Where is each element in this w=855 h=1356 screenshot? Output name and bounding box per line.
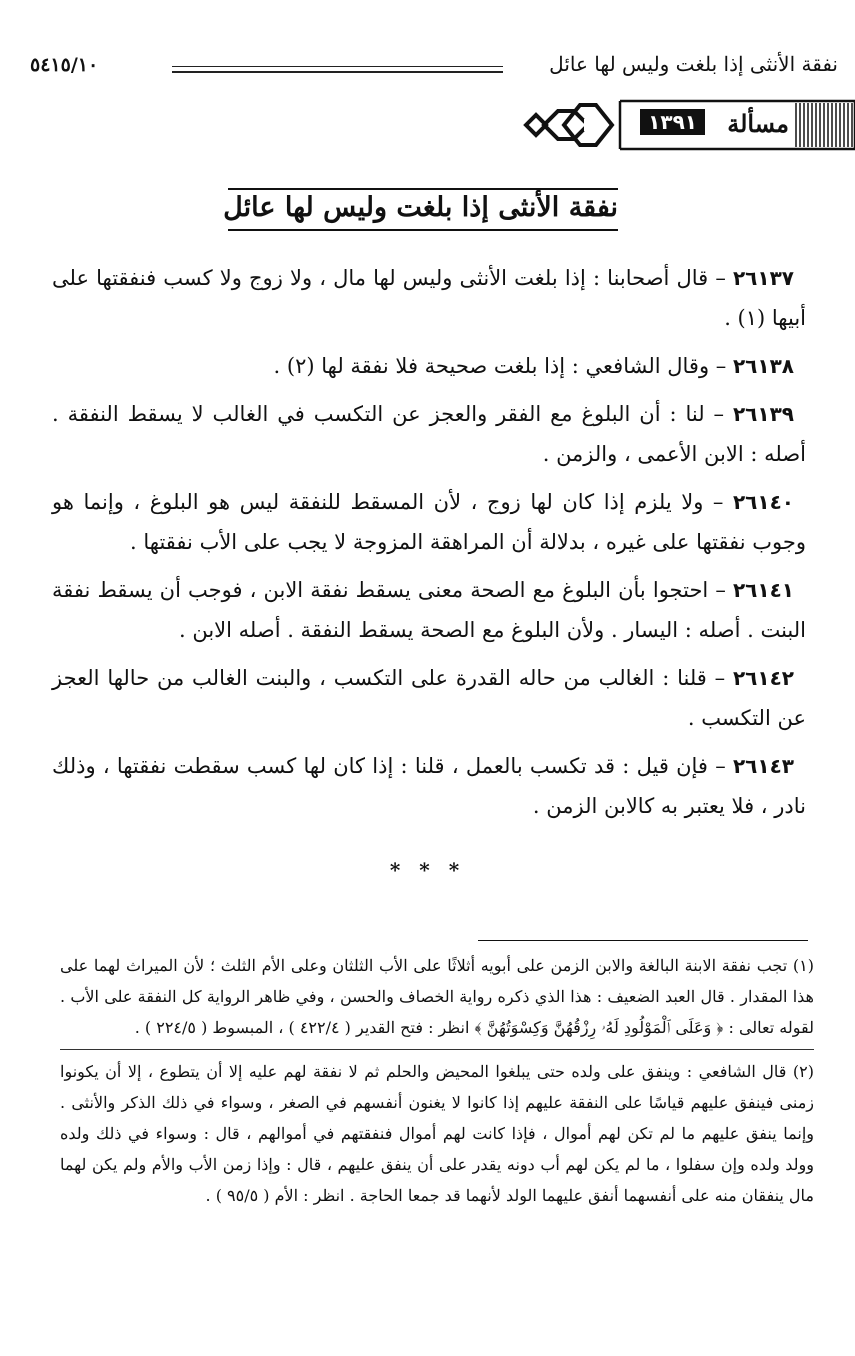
masala-banner <box>520 97 855 155</box>
paragraph-text: – وقال الشافعي : إذا بلغت صحيحة فلا نفقة لها (٢) . <box>273 354 733 378</box>
section-title: نفقة الأنثى إذا بلغت وليس لها عائل <box>228 188 618 231</box>
paragraph-number: ٢٦١٣٩ <box>732 402 794 426</box>
footnote-divider <box>60 1049 814 1050</box>
paragraph-number: ٢٦١٤٢ <box>732 666 794 690</box>
header-rule <box>172 66 503 73</box>
masala-label: مسألة <box>727 109 789 138</box>
paragraph <box>52 746 806 826</box>
paragraph-text: – قال أصحابنا : إذا بلغت الأنثى وليس لها مال ، ولا زوج ولا كسب فنفقتها على أبيها (١) . <box>52 266 806 330</box>
paragraph-number: ٢٦١٤٠ <box>732 490 794 514</box>
paragraph-text: – قلنا : الغالب من حاله القدرة على التكسب ، والبنت الغالب من حالها العجز عن التكسب . <box>52 666 806 730</box>
running-title: نفقة الأنثى إذا بلغت وليس لها عائل <box>549 52 838 76</box>
footnote: (٢) قال الشافعي : وينفق على ولده حتى يبلغوا المحيض والحلم ثم لا نفقة لهم عليه إلا أن يتطوع ، إلا أن يكونوا زمنى فينفق عليهم قياسًا على النفقة عليهم إذا كانوا لا يغنون أنفسهم في الصغر ، وسواء في ذلك الذكر والأنثى . وإنما ينفق عليهم ما لم تكن لهم أموال ، فإذا كانت لهم أموال فنفقتهم في أموالهم ، قال : وسواء في ذلك ولده وولد ولده وإن سفلوا ، ما لم يكن لهم أب دونه يقدر على أن ينفق عليهم ، قال : وإذا زمن الأب والأم ولم يكن لهما مال ينفقان منه على أنفسهما أنفق عليهما الولد لأنهما قد جمعا الحاجة . انظر : الأم ( ٩٥/٥ ) . <box>60 1062 815 1205</box>
volume-page-reference: ٥٤١٥/١٠ <box>30 54 99 76</box>
paragraph <box>52 258 806 338</box>
footnotes <box>60 950 814 1217</box>
paragraph <box>52 658 806 738</box>
paragraph-text: – ولا يلزم إذا كان لها زوج ، لأن المسقط للنفقة ليس هو البلوغ ، وإنما هو وجوب نفقتها على غيره ، بدلالة أن المراهقة المزوجة لا يجب على الأب نفقتها . <box>52 490 806 554</box>
footnote: (١) تجب نفقة الابنة البالغة والابن الزمن على أبويه أثلاثًا على الأب الثلثان وعلى الأم الثلث ؛ لأن الميراث لهما على هذا المقدار . قال العبد الضعيف : هذا الذي ذكره رواية الخصاف والحسن ، وفي ظاهر الرواية كل النفقة على الأب . لقوله تعالى : ﴿ وَعَلَى ٱلْمَوْلُودِ لَهُۥ رِزْقُهُنَّ وَكِسْوَتُهُنَّ ﴾ انظر : فتح القدير ( ٤٢٢/٤ ) ، المبسوط ( ٢٢٤/٥ ) . <box>60 956 814 1037</box>
paragraph-number: ٢٦١٤١ <box>732 578 794 602</box>
paragraph-number: ٢٦١٤٣ <box>732 754 794 778</box>
running-header <box>20 52 838 92</box>
paragraph <box>52 570 806 650</box>
paragraph-text: – احتجوا بأن البلوغ مع الصحة معنى يسقط نفقة الابن ، فوجب أن يسقط نفقة البنت . أصله : اليسار . ولأن البلوغ مع الصحة يسقط النفقة . أصله الابن . <box>52 578 806 642</box>
paragraph-number: ٢٦١٣٨ <box>732 354 794 378</box>
masala-number-badge: ١٣٩١ <box>640 109 705 135</box>
paragraph <box>52 482 806 562</box>
paragraph-number: ٢٦١٣٧ <box>732 266 794 290</box>
paragraph-text: – لنا : أن البلوغ مع الفقر والعجز عن التكسب في الغالب لا يسقط النفقة . أصله : الابن الأعمى ، والزمن . <box>52 402 806 466</box>
footnote-rule <box>478 940 808 941</box>
section-separator: * * * <box>389 858 466 882</box>
paragraph <box>52 346 806 386</box>
main-text <box>52 258 806 834</box>
paragraph-text: – فإن قيل : قد تكسب بالعمل ، قلنا : إذا كان لها كسب سقطت نفقتها ، وذلك نادر ، فلا يعتبر به كالابن الزمن . <box>52 754 806 818</box>
paragraph <box>52 394 806 474</box>
